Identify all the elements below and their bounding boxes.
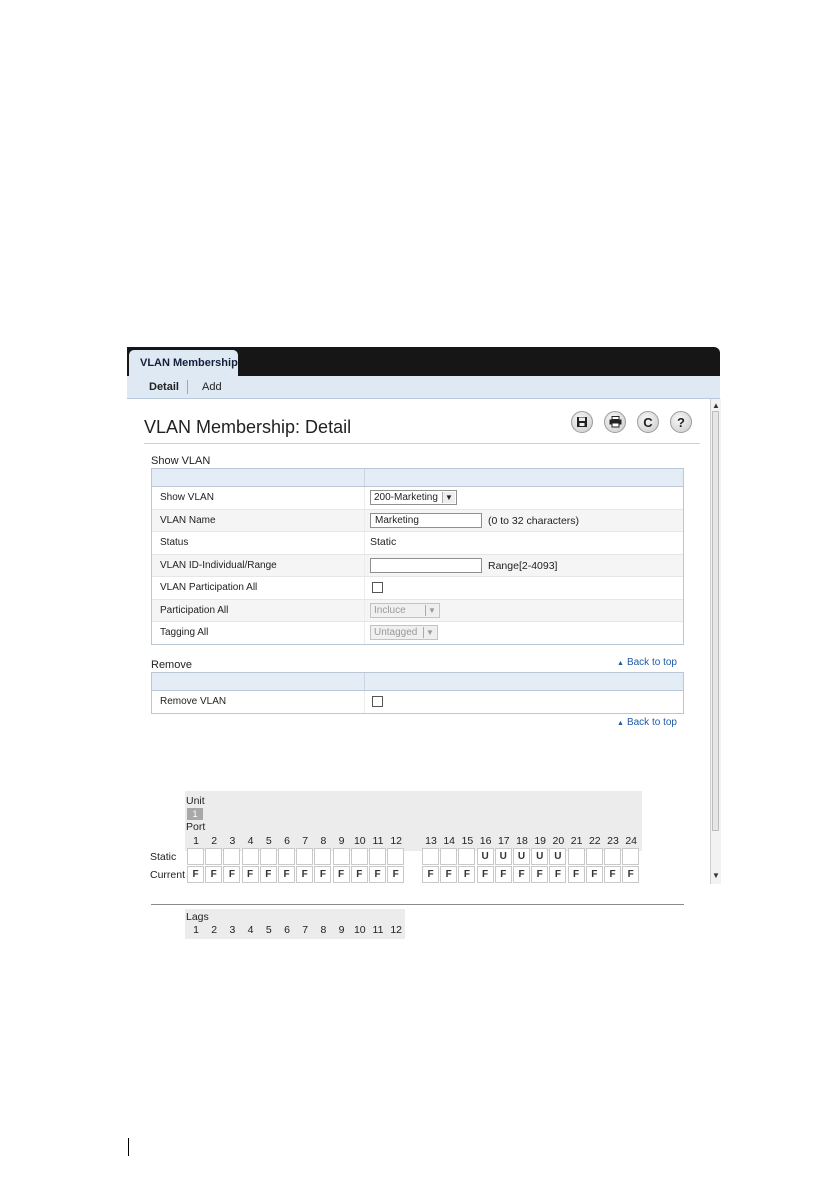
- current-cell[interactable]: F: [278, 866, 295, 883]
- current-cell[interactable]: F: [622, 866, 639, 883]
- current-cell[interactable]: F: [549, 866, 566, 883]
- section-title-show-vlan: Show VLAN: [151, 455, 211, 467]
- static-cell[interactable]: [205, 848, 222, 865]
- port-number: 19: [534, 835, 547, 847]
- row-tagging-all: [152, 622, 683, 644]
- static-cell[interactable]: U: [531, 848, 548, 865]
- remove-panel: [151, 672, 684, 714]
- lag-number: 1: [193, 924, 199, 936]
- static-cell[interactable]: [422, 848, 439, 865]
- current-cell[interactable]: F: [387, 866, 404, 883]
- unit-label: Unit: [186, 795, 205, 807]
- row-remove-vlan: [152, 691, 683, 713]
- scroll-up-icon[interactable]: ▲: [712, 401, 720, 410]
- current-cell[interactable]: F: [422, 866, 439, 883]
- port-number: 11: [372, 835, 384, 847]
- port-number: 4: [247, 835, 254, 847]
- sub-navigation: [127, 376, 720, 399]
- row-vlan-participation-all: [152, 577, 683, 600]
- label-vlan-name: VLAN Name: [160, 514, 216, 526]
- port-number: 21: [570, 835, 583, 847]
- lag-number: 12: [390, 924, 403, 936]
- browser-screenshot: [127, 347, 720, 936]
- static-cell[interactable]: [296, 848, 313, 865]
- lag-number: 2: [211, 924, 218, 936]
- static-cell[interactable]: U: [477, 848, 494, 865]
- current-cell[interactable]: F: [531, 866, 548, 883]
- port-number: 12: [390, 835, 403, 847]
- current-label: Current: [150, 869, 186, 881]
- port-label: Port: [186, 821, 206, 833]
- tagging-all-select[interactable]: Untagged ▼: [370, 625, 438, 640]
- port-number: 14: [443, 835, 456, 847]
- static-cell[interactable]: U: [549, 848, 566, 865]
- subnav-divider: [187, 380, 188, 394]
- current-cell[interactable]: F: [260, 866, 277, 883]
- lag-number: 11: [372, 924, 384, 936]
- chevron-down-icon: ▼: [423, 627, 436, 638]
- current-cell[interactable]: F: [187, 866, 204, 883]
- label-vlan-id: VLAN ID-Individual/Range: [160, 559, 277, 571]
- lag-number: 7: [302, 924, 309, 936]
- current-cell[interactable]: F: [568, 866, 585, 883]
- vlan-name-hint: (0 to 32 characters): [488, 514, 580, 527]
- row-vlan-name: [152, 510, 683, 533]
- toolbar: [571, 411, 692, 433]
- section-divider: [151, 904, 684, 905]
- port-number: 6: [284, 835, 290, 847]
- label-show-vlan: Show VLAN: [160, 492, 214, 503]
- static-cell[interactable]: U: [495, 848, 512, 865]
- lag-number: 8: [320, 924, 327, 936]
- port-number: 3: [229, 835, 236, 847]
- current-cell[interactable]: F: [296, 866, 313, 883]
- label-vlan-participation-all: VLAN Participation All: [160, 582, 258, 593]
- current-cell[interactable]: F: [440, 866, 457, 883]
- port-number: 17: [497, 835, 510, 847]
- port-number: 15: [461, 835, 474, 847]
- port-number: 8: [320, 835, 327, 847]
- scroll-down-icon[interactable]: ▼: [712, 871, 720, 880]
- current-cell[interactable]: F: [513, 866, 530, 883]
- unit-selector[interactable]: 1: [187, 808, 203, 820]
- static-cell[interactable]: [586, 848, 603, 865]
- page-margin-rule: [128, 1138, 129, 1156]
- row-show-vlan: [152, 487, 683, 510]
- static-cell[interactable]: [314, 848, 331, 865]
- static-cell[interactable]: [223, 848, 240, 865]
- section-title-remove: Remove: [151, 659, 192, 671]
- refresh-icon[interactable]: C: [637, 411, 659, 433]
- subnav-add[interactable]: Add: [202, 381, 222, 393]
- row-vlan-id: [152, 555, 683, 578]
- port-number: 20: [552, 835, 565, 847]
- static-cell[interactable]: [369, 848, 386, 865]
- static-cell[interactable]: [568, 848, 585, 865]
- label-remove-vlan: Remove VLAN: [160, 696, 227, 707]
- page-title: VLAN Membership: Detail: [144, 417, 352, 437]
- current-cell[interactable]: F: [205, 866, 222, 883]
- triangle-up-icon: ▲: [617, 660, 624, 667]
- static-cell[interactable]: [333, 848, 350, 865]
- back-to-top-link-2[interactable]: ▲ Back to top: [617, 717, 677, 728]
- static-cell[interactable]: [278, 848, 295, 865]
- vlan-id-input[interactable]: [370, 558, 482, 573]
- vlan-id-hint: Range[2-4093]: [488, 559, 558, 572]
- current-cell[interactable]: F: [477, 866, 494, 883]
- vlan-name-input[interactable]: Marketing: [370, 513, 482, 528]
- static-cell[interactable]: [440, 848, 457, 865]
- main-content: [127, 399, 710, 936]
- show-vlan-panel: [151, 468, 684, 645]
- print-icon[interactable]: [604, 411, 626, 433]
- participation-all-select[interactable]: Incluce ▼: [370, 603, 440, 618]
- row-participation-all: [152, 600, 683, 623]
- current-cell[interactable]: F: [314, 866, 331, 883]
- port-number: 7: [302, 835, 309, 847]
- vertical-scrollbar[interactable]: [710, 399, 721, 884]
- show-vlan-select[interactable]: 200-Marketing ▼: [370, 490, 457, 505]
- label-status: Status: [160, 537, 189, 548]
- scrollbar-thumb[interactable]: [712, 411, 719, 831]
- port-number: 10: [353, 835, 366, 847]
- title-bar: [127, 347, 720, 376]
- port-number: 2: [211, 835, 218, 847]
- lag-number: 9: [338, 924, 345, 936]
- help-icon[interactable]: ?: [670, 411, 692, 433]
- current-cell[interactable]: F: [333, 866, 350, 883]
- current-cell[interactable]: F: [604, 866, 621, 883]
- static-cell[interactable]: [604, 848, 621, 865]
- subnav-detail[interactable]: Detail: [149, 381, 179, 393]
- remove-vlan-checkbox[interactable]: [372, 696, 383, 707]
- static-cell[interactable]: U: [513, 848, 530, 865]
- lag-number: 5: [265, 924, 272, 936]
- static-cell[interactable]: [351, 848, 368, 865]
- back-to-top-link[interactable]: ▲ Back to top: [617, 657, 677, 668]
- tab-vlan-membership[interactable]: VLAN Membership: [129, 350, 238, 376]
- static-cell[interactable]: [242, 848, 259, 865]
- port-number: 23: [607, 835, 619, 847]
- title-divider: [144, 443, 700, 444]
- lag-number: 10: [353, 924, 366, 936]
- port-number: 24: [625, 835, 638, 847]
- save-icon[interactable]: [571, 411, 593, 433]
- port-number: 5: [265, 835, 272, 847]
- row-status: [152, 532, 683, 555]
- lag-number: 3: [229, 924, 236, 936]
- static-label: Static: [150, 851, 177, 863]
- current-cell[interactable]: F: [351, 866, 368, 883]
- lags-label: Lags: [186, 911, 209, 923]
- static-cell[interactable]: [458, 848, 475, 865]
- lag-number: 4: [247, 924, 254, 936]
- port-number: 13: [425, 835, 437, 847]
- current-cell[interactable]: F: [242, 866, 259, 883]
- triangle-up-icon: ▲: [617, 720, 624, 727]
- static-cell[interactable]: [622, 848, 639, 865]
- status-value: Static: [370, 536, 397, 548]
- current-cell[interactable]: F: [586, 866, 603, 883]
- current-cell[interactable]: F: [223, 866, 240, 883]
- port-number: 1: [193, 835, 199, 847]
- label-tagging-all: Tagging All: [160, 627, 209, 638]
- lag-number: 6: [284, 924, 290, 936]
- current-cell[interactable]: F: [495, 866, 512, 883]
- vlan-participation-all-checkbox[interactable]: [372, 582, 383, 593]
- panel-header: [152, 469, 683, 487]
- current-cell[interactable]: F: [369, 866, 386, 883]
- static-cell[interactable]: [387, 848, 404, 865]
- port-number: 22: [588, 835, 601, 847]
- static-cell[interactable]: [260, 848, 277, 865]
- panel-header: [152, 673, 683, 691]
- chevron-down-icon: ▼: [442, 492, 455, 503]
- current-cell[interactable]: F: [458, 866, 475, 883]
- label-participation-all: Participation All: [160, 604, 229, 616]
- port-number: 9: [338, 835, 345, 847]
- port-number: 16: [479, 835, 492, 847]
- port-number: 18: [516, 835, 528, 847]
- static-cell[interactable]: [187, 848, 204, 865]
- chevron-down-icon: ▼: [425, 605, 438, 616]
